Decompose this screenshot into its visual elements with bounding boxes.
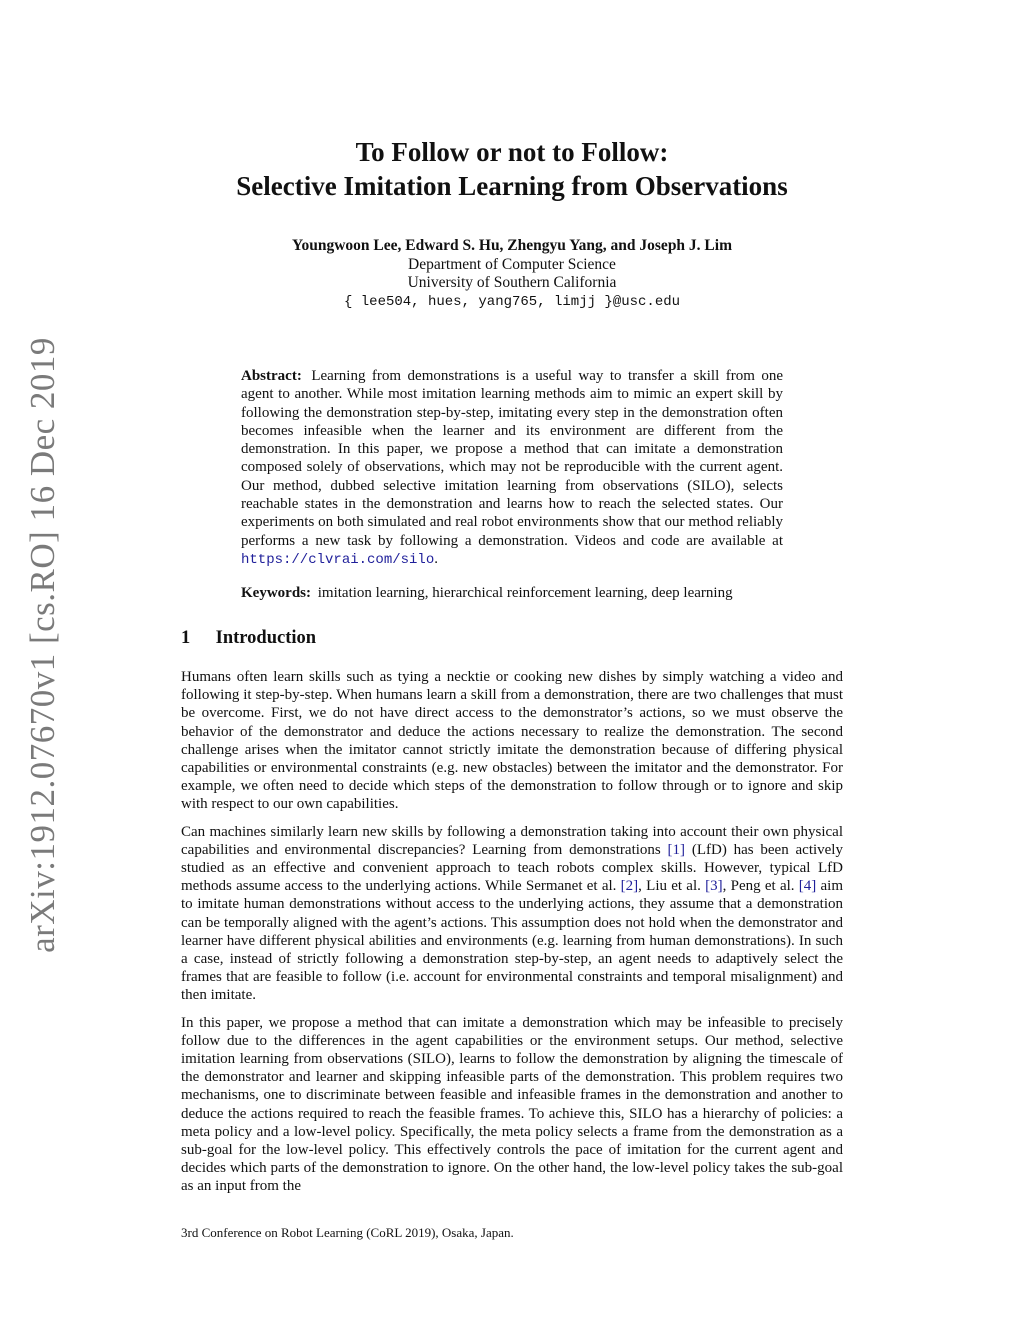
citation-link[interactable]: [4]: [798, 878, 817, 895]
citation-link[interactable]: [2]: [620, 878, 639, 895]
author-university: University of Southern California: [407, 274, 617, 291]
title-line-2: Selective Imitation Learning from Observations: [236, 171, 788, 201]
paragraph-2: [181, 823, 843, 1005]
paragraph-1: Humans often learn skills such as tying a necktie or cooking new dishes by simply watching a video and following it step-by-step. When humans learn a skill from a demonstration, there are two challenges that must be overcome. First, we do not have direct access to the demonstrator’s actions, so we must observe the behavior of the demonstrator and deduce the actions necessary to realize the demonstration. The second challenge arises when the imitator cannot strictly imitate the demonstration because of differing physical capabilities or environmental constraints (e.g. new obstacles) between the imitator and the demonstrator. For example, we often need to decide which steps of the demonstration to follow through or to ignore and skip with respect to our own capabilities.: [181, 669, 843, 813]
author-department: Department of Computer Science: [408, 255, 616, 273]
section-title: Introduction: [215, 628, 317, 648]
citation-link[interactable]: [3]: [705, 878, 723, 895]
paragraph-3: In this paper, we propose a method that can imitate a demonstration which may be infeasible to precisely follow due to the differences in the agent capabilities or the environment setups. Our method, selective imitation learning from observations (SILO), learns to follow the demonstration by aligning the timescale of the demonstrator and learner and skipping infeasible parts of the demonstration. This problem requires two mechanisms, one to discriminate between feasible and infeasible frames in the demonstration and another to deduce the actions required to reach the feasible frames. To achieve this, SILO has a hierarchy of policies: a meta policy and a low-level policy. Specifically, the meta policy selects a frame from the demonstration as a sub-goal for the low-level policy. This effectively controls the pace of imitation for the current agent and decides which parts of the demonstration to ignore. On the other hand, the low-level policy takes the sub-goal as an input from the: [181, 1014, 843, 1195]
keywords-text: imitation learning, hierarchical reinforcement learning, deep learning: [317, 585, 733, 601]
introduction-body: [181, 668, 843, 1205]
paper-title: [0, 135, 1024, 203]
author-names: Youngwoon Lee, Edward S. Hu, Zhengyu Yang, and Joseph J. Lim: [291, 237, 732, 254]
title-line-1: To Follow or not to Follow:: [355, 137, 669, 167]
abstract-label: Abstract:: [241, 368, 302, 384]
citation-link[interactable]: [1]: [667, 841, 686, 858]
abstract-text: Learning from demonstrations is a useful way to transfer a skill from one agent to another. While most imitation learning methods aim to mimic an expert skill by following the demonstration step-by-step, imitating every step in the demonstration often becomes infeasible when the learner and its environment are different from the demonstration. In this paper, we propose a method that can imitate a demonstration composed solely of observations, which may not be reproducible with the current agent. Our method, dubbed selective imitation learning from observations (SILO), selects reachable states in the demonstration and learns how to reach the selected states. Our experiments on both simulated and real robot environments show that our method reliably performs a new task by following a demonstration. Videos and code are available at: [241, 368, 784, 549]
abstract-end: .: [434, 550, 438, 567]
keywords: [241, 584, 783, 602]
keywords-label: Keywords:: [241, 585, 311, 601]
section-number: 1: [181, 628, 191, 648]
p2-text-a: Can machines similarly learn new skills by following a demonstration taking into account their own physical capabilities and environmental discrepancies? Learning from demonstrations: [181, 823, 843, 858]
project-link[interactable]: https://clvrai.com/silo: [241, 551, 435, 568]
section-heading: [181, 628, 316, 649]
p2-text-e: aim to imitate human demonstrations without access to the underlying actions, they assume that a demonstration can be temporally aligned with the agent’s actions. This assumption does not hold when the demonstrator and learner have different physical abilities and environments (e.g. learning from human demonstrations). In such a case, instead of strictly following a demonstration step-by-step, an agent needs to adaptively select the frames that are feasible to follow (i.e. account for environmental constraints and temporal misalignment) and then imitate.: [181, 878, 844, 1004]
p2-text-c: , Liu et al.: [638, 878, 706, 895]
abstract: [241, 367, 783, 569]
author-block: [0, 237, 1024, 311]
p2-text-d: , Peng et al.: [722, 878, 799, 895]
arxiv-stamp: arXiv:1912.07670v1 [cs.RO] 16 Dec 2019: [23, 337, 62, 953]
conference-footer: 3rd Conference on Robot Learning (CoRL 2019), Osaka, Japan.: [181, 1225, 514, 1240]
p2-text-b: (LfD) has been actively studied as an effective and convenient approach to teach robots complex skills. However, typical LfD methods assume access to the underlying actions. While Sermanet et al.: [181, 841, 843, 895]
author-emails: { lee504, hues, yang765, limjj }@usc.edu: [343, 293, 681, 310]
